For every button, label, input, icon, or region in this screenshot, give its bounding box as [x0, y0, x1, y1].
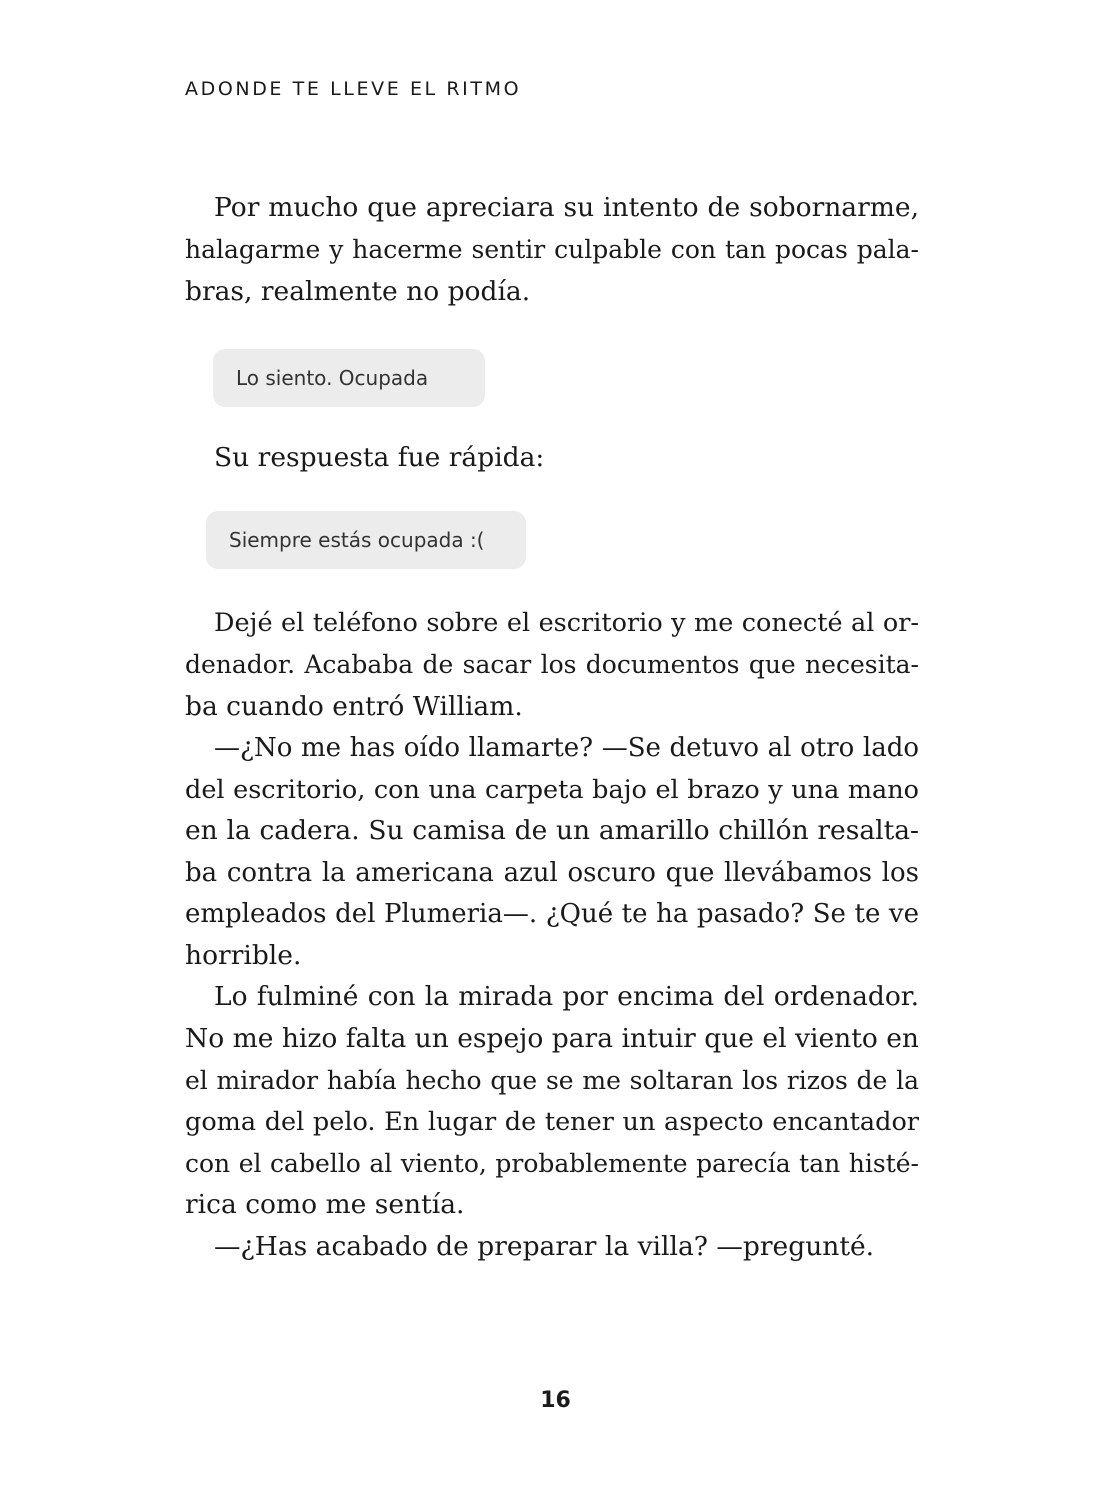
text-line: bras, realmente no podía. [185, 276, 531, 307]
text-line: Su respuesta fue rápida: [214, 442, 545, 473]
text-line: halagarme y hacerme sentir culpable con tan pocas pala- [185, 235, 919, 264]
message-bubble: Siempre estás ocupada :( [206, 511, 526, 569]
text-line: el mirador había hecho que se me soltaran los rizos de la [185, 1066, 919, 1095]
text-line: horrible. [185, 940, 302, 971]
text-line: rica como me sentía. [185, 1189, 465, 1220]
message-bubble: Lo siento. Ocupada [213, 349, 485, 407]
text-line: Lo fulminé con la mirada por encima del ordenador. [214, 981, 919, 1012]
text-line: Por mucho que apreciara su intento de sobornarme, [214, 192, 919, 223]
text-line: ba contra la americana azul oscuro que llevábamos los [185, 858, 919, 888]
page-number: 16 [540, 1388, 571, 1413]
text-line: ba cuando entró William. [185, 691, 523, 722]
text-line: —¿No me has oído llamarte? —Se detuvo al otro lado [214, 733, 919, 763]
text-line: con el cabello al viento, probablemente parecía tan histé- [185, 1149, 919, 1178]
text-line: denador. Acababa de sacar los documentos que necesita- [185, 650, 919, 679]
text-line: en la cadera. Su camisa de un amarillo chillón resalta- [185, 815, 919, 846]
text-line: empleados del Plumeria—. ¿Qué te ha pasado? Se te ve [185, 899, 919, 929]
text-line: del escritorio, con una carpeta bajo el brazo y una mano [185, 775, 919, 805]
running-head: ADONDE TE LLEVE EL RITMO [185, 78, 522, 100]
text-line: Dejé el teléfono sobre el escritorio y me conecté al or- [214, 608, 919, 638]
text-line: No me hizo falta un espejo para intuir que el viento en [185, 1023, 919, 1054]
text-line: —¿Has acabado de preparar la villa? —pregunté. [214, 1231, 875, 1262]
text-line: goma del pelo. En lugar de tener un aspecto encantador [185, 1107, 919, 1137]
